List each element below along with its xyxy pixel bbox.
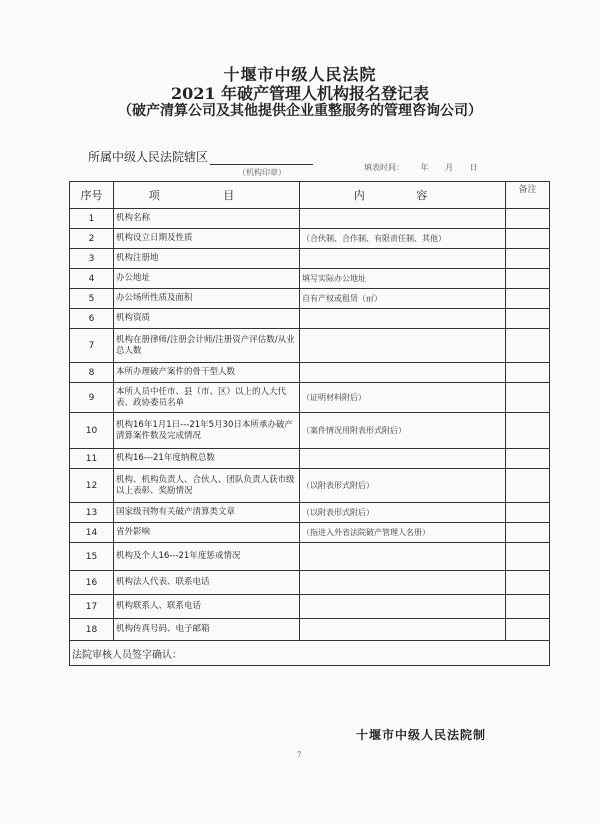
- row-content-field[interactable]: 填写实际办公地址: [300, 269, 506, 289]
- row-number: 11: [70, 449, 114, 469]
- row-note-field[interactable]: [506, 413, 550, 449]
- table-row: [70, 269, 550, 289]
- row-note-field[interactable]: [506, 229, 550, 249]
- row-content-field[interactable]: （指进入外省法院破产管理人名册）: [300, 523, 506, 543]
- row-item: 机构名称: [114, 209, 300, 229]
- row-number: 3: [70, 249, 114, 269]
- table-header-row: [70, 182, 550, 209]
- fill-year-label: 年: [420, 163, 429, 172]
- row-number: 12: [70, 469, 114, 503]
- row-content-field[interactable]: （以附表形式附后）: [300, 503, 506, 523]
- row-number: 17: [70, 595, 114, 619]
- row-item: 机构16---21年度纳税总数: [114, 449, 300, 469]
- row-content-field[interactable]: [300, 543, 506, 571]
- row-item: 省外影响: [114, 523, 300, 543]
- header-content: 内 容: [300, 182, 506, 209]
- header-note: 备注: [506, 182, 550, 209]
- row-content-field[interactable]: [300, 449, 506, 469]
- row-number: 6: [70, 309, 114, 329]
- row-content-field[interactable]: [300, 329, 506, 363]
- row-number: 9: [70, 383, 114, 413]
- court-jurisdiction: [88, 148, 313, 165]
- form-title: 2021 年破产管理人机构报名登记表: [170, 84, 430, 103]
- seal-label: （机构印章）: [238, 168, 286, 177]
- row-number: 2: [70, 229, 114, 249]
- table-row: [70, 413, 550, 449]
- court-jurisdiction-label: 所属中级人民法院辖区: [88, 150, 209, 164]
- row-content-field[interactable]: 自有产权或租赁（㎡）: [300, 289, 506, 309]
- sign-row: [70, 641, 550, 666]
- row-content-field[interactable]: [300, 595, 506, 619]
- row-item: 机构16年1月1日---21年5月30日本所承办破产清算案件数及完成情况: [114, 413, 300, 449]
- row-item: 机构在册律师/注册会计师/注册资产评估数/从业总人数: [114, 329, 300, 363]
- row-item: 机构注册地: [114, 249, 300, 269]
- row-item: 办公地址: [114, 269, 300, 289]
- row-number: 13: [70, 503, 114, 523]
- table-row: [70, 209, 550, 229]
- row-item: 机构法人代表、联系电话: [114, 571, 300, 595]
- row-content-field[interactable]: [300, 619, 506, 641]
- row-note-field[interactable]: [506, 309, 550, 329]
- row-item: 机构、机构负责人、合伙人、团队负责人获市级以上表彰、奖励情况: [114, 469, 300, 503]
- row-content-field[interactable]: （案件情况用附表形式附后）: [300, 413, 506, 449]
- registration-table: [69, 181, 550, 666]
- row-content-field[interactable]: （以附表形式附后）: [300, 469, 506, 503]
- table-body: [70, 209, 550, 641]
- table-row: [70, 571, 550, 595]
- sign-label[interactable]: 法院审核人员签字确认：: [70, 641, 550, 666]
- row-note-field[interactable]: [506, 571, 550, 595]
- row-note-field[interactable]: [506, 543, 550, 571]
- issuer-label: 十堰市中级人民法院制: [356, 728, 487, 742]
- row-note-field[interactable]: [506, 289, 550, 309]
- row-item: 机构传真号码、电子邮箱: [114, 619, 300, 641]
- row-item: 办公场所性质及面积: [114, 289, 300, 309]
- row-item: 本所办理破产案件的骨干型人数: [114, 363, 300, 383]
- row-number: 5: [70, 289, 114, 309]
- row-number: 4: [70, 269, 114, 289]
- row-number: 8: [70, 363, 114, 383]
- fill-day-label: 日: [469, 163, 478, 172]
- row-note-field[interactable]: [506, 329, 550, 363]
- fill-month-label: 月: [445, 163, 454, 172]
- row-note-field[interactable]: [506, 619, 550, 641]
- table-row: [70, 523, 550, 543]
- row-number: 10: [70, 413, 114, 449]
- row-content-field[interactable]: （合伙制、合作制、有限责任制、其他）: [300, 229, 506, 249]
- row-note-field[interactable]: [506, 503, 550, 523]
- header-item: 项 目: [114, 182, 300, 209]
- row-number: 1: [70, 209, 114, 229]
- row-number: 15: [70, 543, 114, 571]
- row-note-field[interactable]: [506, 383, 550, 413]
- table-row: [70, 329, 550, 363]
- table-row: [70, 309, 550, 329]
- table-row: [70, 289, 550, 309]
- table-row: [70, 503, 550, 523]
- court-title: 十堰市中级人民法院: [223, 65, 377, 84]
- table-row: [70, 619, 550, 641]
- table-row: [70, 249, 550, 269]
- table-row: [70, 449, 550, 469]
- row-content-field[interactable]: [300, 309, 506, 329]
- row-content-field[interactable]: [300, 363, 506, 383]
- row-item: 机构资质: [114, 309, 300, 329]
- header-seq: 序号: [70, 182, 114, 209]
- row-number: 7: [70, 329, 114, 363]
- fill-time: [364, 162, 492, 173]
- row-note-field[interactable]: [506, 595, 550, 619]
- row-number: 14: [70, 523, 114, 543]
- table-row: [70, 363, 550, 383]
- row-note-field[interactable]: [506, 363, 550, 383]
- court-jurisdiction-blank[interactable]: [210, 152, 313, 165]
- row-note-field[interactable]: [506, 269, 550, 289]
- table-row: [70, 469, 550, 503]
- page-number: 7: [297, 751, 302, 759]
- row-note-field[interactable]: [506, 469, 550, 503]
- row-note-field[interactable]: [506, 523, 550, 543]
- row-note-field[interactable]: [506, 209, 550, 229]
- row-item: 机构及个人16---21年度惩戒情况: [114, 543, 300, 571]
- row-item: 机构联系人、联系电话: [114, 595, 300, 619]
- row-note-field[interactable]: [506, 449, 550, 469]
- row-content-field[interactable]: [300, 249, 506, 269]
- fill-time-label: 填表时间：: [364, 163, 404, 172]
- table-row: [70, 595, 550, 619]
- row-content-field[interactable]: [300, 209, 506, 229]
- row-content-field[interactable]: [300, 571, 506, 595]
- row-number: 16: [70, 571, 114, 595]
- row-item: 国家级刊物有关破产清算类文章: [114, 503, 300, 523]
- row-item: 本所人员中任市、县（市、区）以上的人大代表、政协委员名单: [114, 383, 300, 413]
- row-number: 18: [70, 619, 114, 641]
- form-subtitle: （破产清算公司及其他提供企业重整服务的管理咨询公司）: [118, 103, 482, 119]
- row-note-field[interactable]: [506, 249, 550, 269]
- table-row: [70, 543, 550, 571]
- table-row: [70, 383, 550, 413]
- row-content-field[interactable]: （证明材料附后）: [300, 383, 506, 413]
- table-row: [70, 229, 550, 249]
- row-item: 机构设立日期及性质: [114, 229, 300, 249]
